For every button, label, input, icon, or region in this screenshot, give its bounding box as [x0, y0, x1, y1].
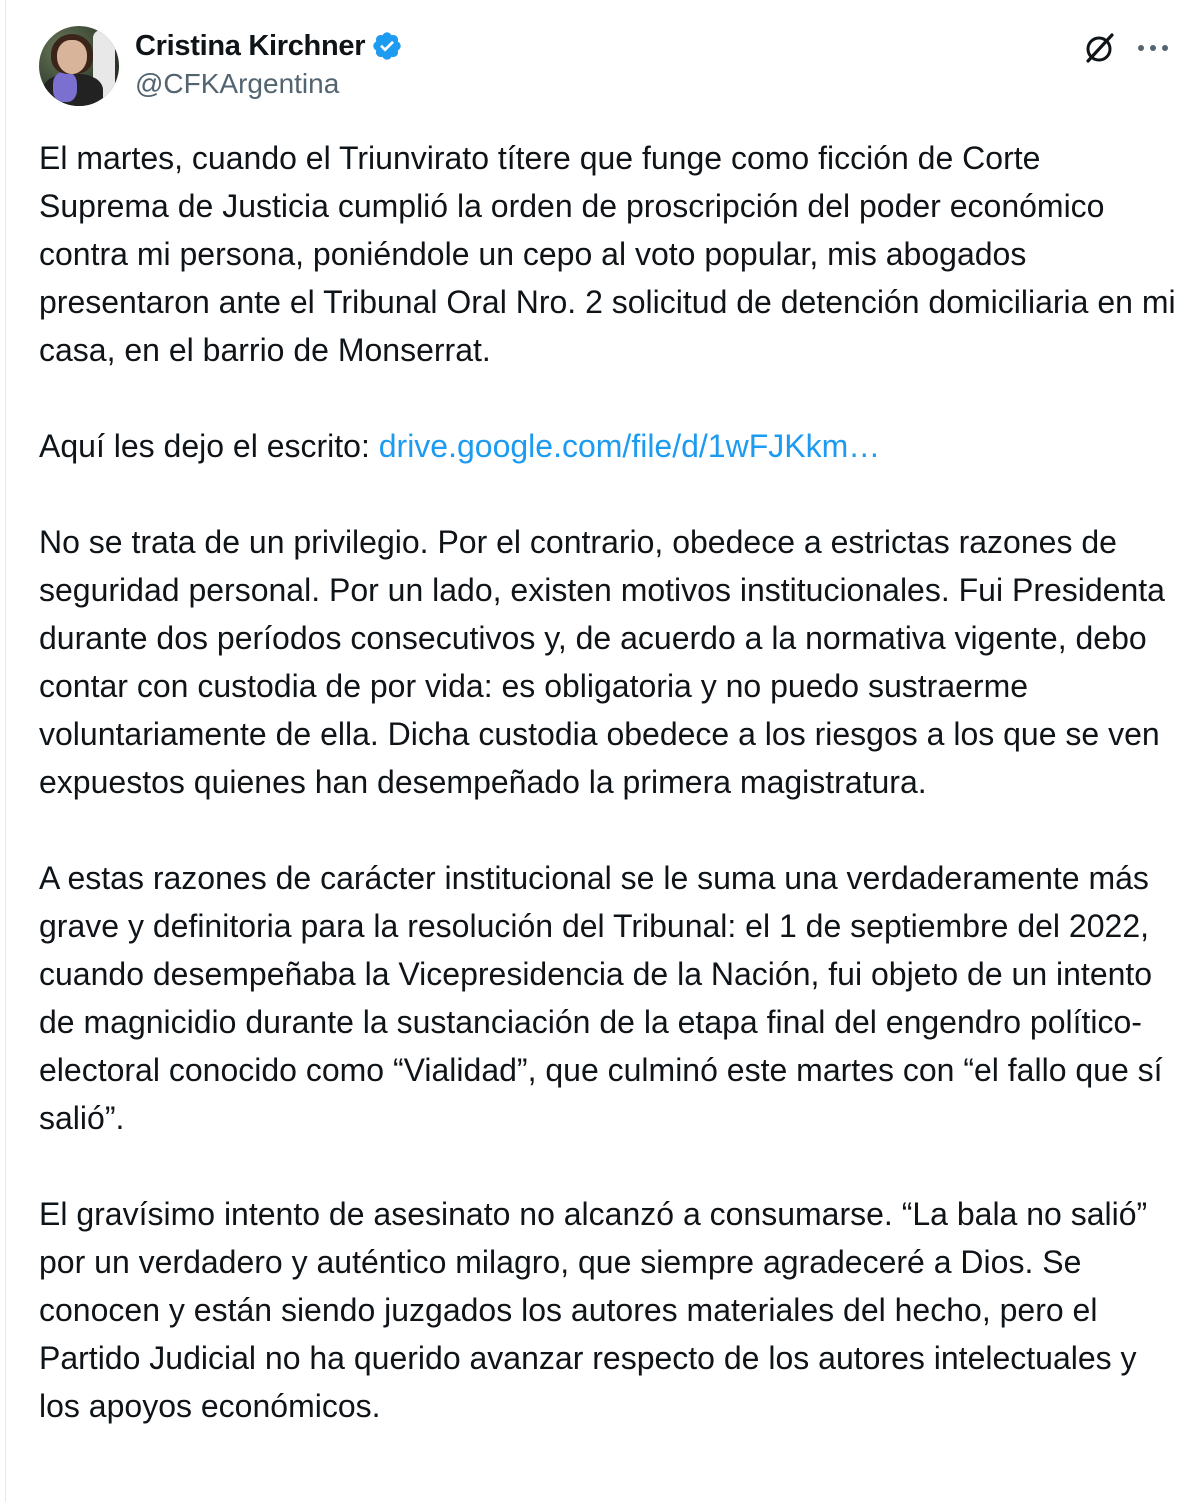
tweet-paragraph: El gravísimo intento de asesinato no alcanzó a consumarse. “La bala no salió” por un verdadero y auténtico milagro, que siempre agradeceré a Dios. Se conocen y están siendo juzgados los autores materiales del hecho, pero el Partido Judicial no ha querido avanzar respecto de los autores intelectuales y los apoyos económicos. [39, 1196, 1148, 1424]
avatar-scarf [53, 72, 77, 102]
user-handle[interactable]: @CFKArgentina [135, 68, 340, 99]
link-prefix-text: Aquí les dejo el escrito: [39, 428, 379, 464]
left-border [5, 0, 6, 1502]
tweet-paragraph: A estas razones de carácter institucional se le suma una verdaderamente más grave y definitoria para la resolución del Tribunal: el 1 de septiembre del 2022, cuando desempeñaba la Vicepresidencia de la Nación, fui objeto de un intento de magnicidio durante la sustanciación de la etapa final del engendro político-electoral conocido como “Vialidad”, que culminó este martes con “el fallo que sí salió”. [39, 860, 1163, 1136]
tweet-paragraph: El martes, cuando el Triunvirato títere que funge como ficción de Corte Suprema de Justicia cumplió la orden de proscripción del poder económico contra mi persona, poniéndole un cepo al voto popular, mis abogados presentaron ante el Tribunal Oral Nro. 2 solicitud de detención domiciliaria en mi casa, en el barrio de Monserrat. [39, 140, 1176, 368]
document-link[interactable]: drive.google.com/file/d/1wFJKkm… [378, 428, 881, 464]
tweet-text [39, 134, 1179, 1478]
tweet-paragraph: No se trata de un privilegio. Por el contrario, obedece a estrictas razones de seguridad personal. Por un lado, existen motivos institucionales. Fui Presidenta durante dos períodos consecutivos y, de acuerdo a la normativa vigente, debo contar con custodia de por vida: es obligatoria y no puedo sustraerme voluntariamente de ella. Dicha custodia obedece a los riesgos a los que se ven expuestos quienes han desempeñado la primera magistratura. [39, 524, 1165, 800]
display-name[interactable]: Cristina Kirchner [135, 29, 366, 62]
avatar[interactable] [39, 26, 119, 106]
more-options-icon[interactable] [1133, 30, 1173, 66]
name-row [135, 26, 403, 66]
tweet-header [39, 26, 1179, 106]
tweet-paragraph-link [39, 422, 1179, 470]
grok-icon[interactable] [1082, 30, 1118, 66]
avatar-face [57, 40, 87, 74]
verified-badge-icon[interactable] [371, 30, 403, 62]
